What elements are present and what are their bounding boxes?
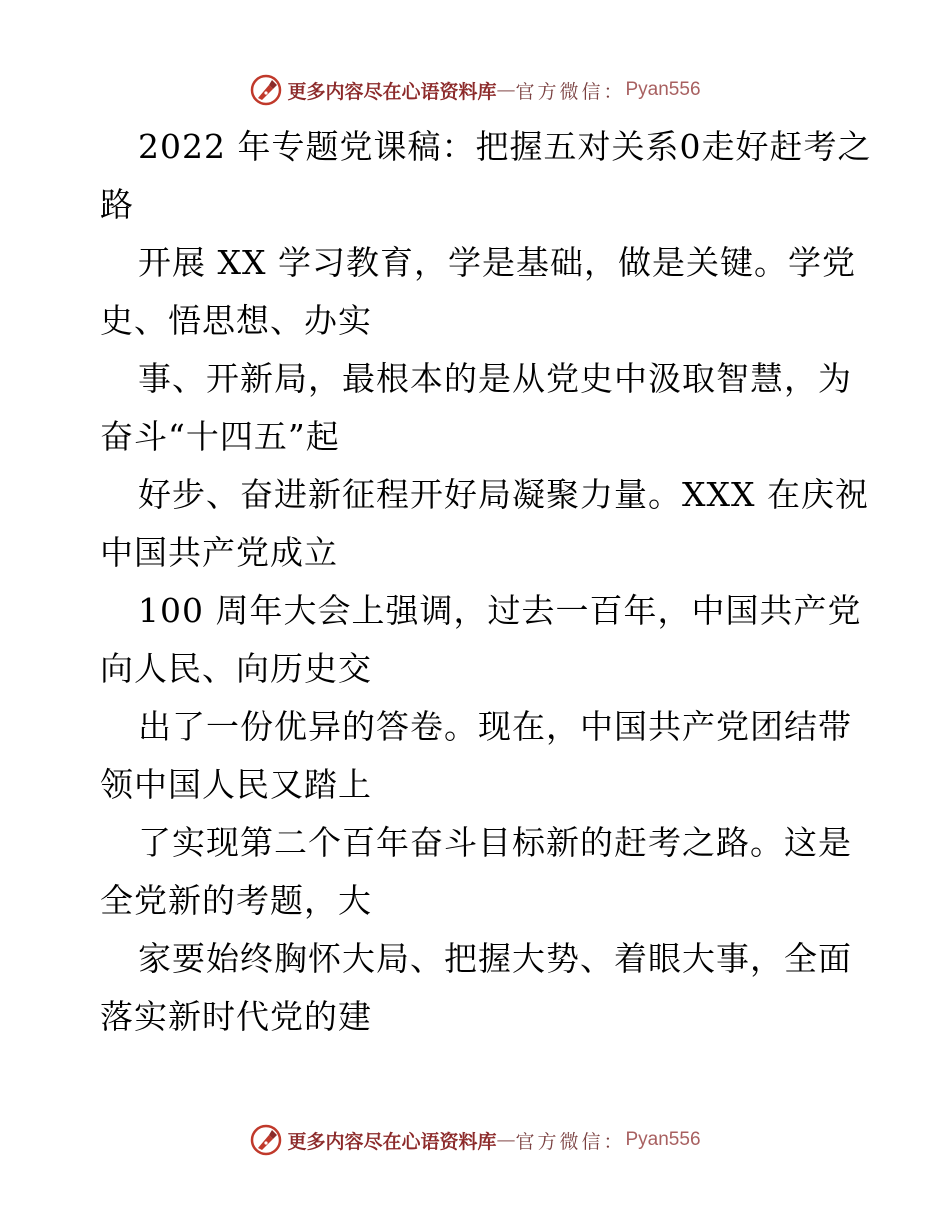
doc-line: 100 周年大会上强调，过去一百年，中国共产党	[138, 591, 862, 630]
watermark-official-label: 官方微信：	[515, 80, 626, 103]
watermark-wechat-id: Pyan556	[625, 79, 701, 100]
doc-line: 领中国人民又踏上	[100, 765, 372, 804]
watermark-site-text: 更多内容尽在心语资料库	[287, 80, 497, 103]
watermark-official-label: 官方微信：	[515, 1130, 626, 1153]
pen-nib-circle-icon	[249, 1123, 283, 1157]
doc-line: 落实新时代党的建	[100, 997, 372, 1036]
watermark-dash: —	[496, 1129, 516, 1151]
watermark-wechat-id: Pyan556	[625, 1129, 701, 1150]
doc-line: 向人民、向历史交	[100, 649, 372, 688]
doc-line: 出了一份优异的答卷。现在，中国共产党团结带	[138, 707, 852, 746]
pen-nib-circle-icon	[249, 73, 283, 107]
doc-line: 奋斗“十四五”起	[100, 417, 340, 456]
doc-line: 开展 XX 学习教育，学是基础，做是关键。学党	[138, 243, 856, 282]
doc-line: 中国共产党成立	[100, 533, 338, 572]
doc-line: 全党新的考题，大	[100, 881, 372, 920]
footer-watermark	[0, 1120, 950, 1160]
doc-line: 事、开新局，最根本的是从党史中汲取智慧，为	[138, 359, 852, 398]
document-body	[100, 118, 872, 1046]
doc-title-line-cont: 路	[100, 185, 134, 224]
watermark-dash: —	[496, 79, 516, 101]
doc-line: 了实现第二个百年奋斗目标新的赶考之路。这是	[138, 823, 852, 862]
doc-line: 好步、奋进新征程开好局凝聚力量。XXX 在庆祝	[138, 475, 869, 514]
doc-line: 家要始终胸怀大局、把握大势、着眼大事，全面	[138, 939, 852, 978]
header-watermark	[0, 70, 950, 110]
doc-line: 史、悟思想、办实	[100, 301, 372, 340]
watermark-site-text: 更多内容尽在心语资料库	[287, 1130, 497, 1153]
doc-title-line: 2022 年专题党课稿：把握五对关系0走好赶考之	[138, 127, 872, 166]
